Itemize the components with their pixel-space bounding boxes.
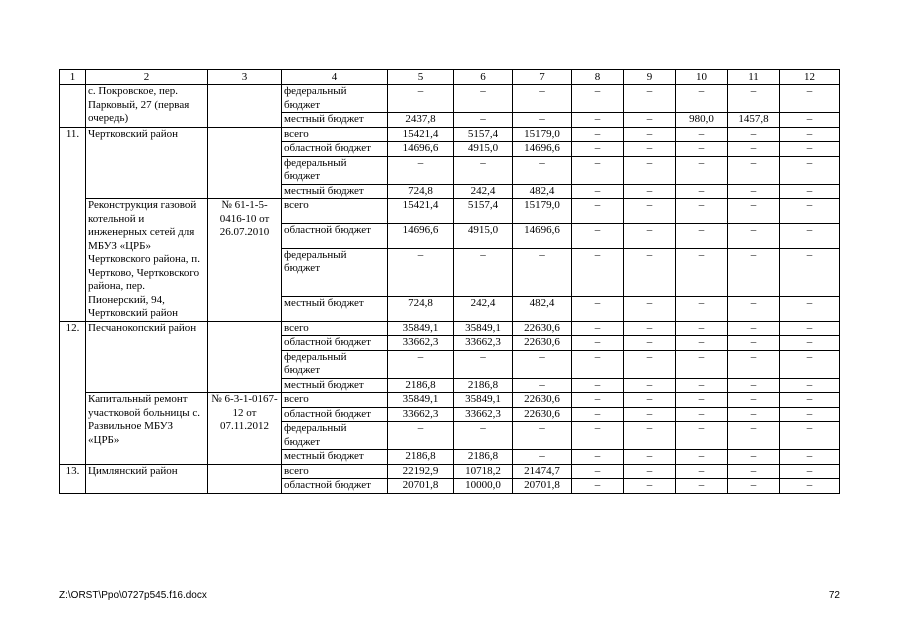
value-cell: –: [676, 407, 728, 422]
value-cell: –: [780, 336, 840, 351]
table-row: [60, 127, 840, 142]
value-cell: –: [780, 321, 840, 336]
value-cell: –: [780, 85, 840, 113]
district-name: Чертковский район: [86, 127, 208, 199]
budget-type: областной бюджет: [282, 142, 388, 157]
value-cell: –: [572, 422, 624, 450]
value-cell: –: [728, 393, 780, 408]
value-cell: –: [676, 142, 728, 157]
value-cell: –: [728, 184, 780, 199]
value-cell: 14696,6: [513, 142, 572, 157]
value-cell: –: [388, 156, 454, 184]
value-cell: 14696,6: [388, 223, 454, 248]
value-cell: –: [513, 156, 572, 184]
budget-type: областной бюджет: [282, 479, 388, 494]
value-cell: –: [624, 199, 676, 224]
value-cell: –: [572, 156, 624, 184]
table-row: [60, 393, 840, 408]
value-cell: –: [728, 336, 780, 351]
value-cell: –: [572, 407, 624, 422]
value-cell: 2186,8: [454, 450, 513, 465]
value-cell: –: [676, 422, 728, 450]
value-cell: –: [728, 350, 780, 378]
value-cell: 15179,0: [513, 127, 572, 142]
value-cell: –: [388, 85, 454, 113]
value-cell: 5157,4: [454, 127, 513, 142]
header-cell: 3: [208, 70, 282, 85]
value-cell: –: [624, 350, 676, 378]
value-cell: –: [676, 464, 728, 479]
value-cell: –: [572, 223, 624, 248]
object-name: с. Покровское, пер. Парковый, 27 (первая очередь): [86, 85, 208, 128]
value-cell: –: [728, 85, 780, 113]
value-cell: –: [676, 156, 728, 184]
value-cell: –: [624, 479, 676, 494]
value-cell: –: [780, 156, 840, 184]
value-cell: –: [388, 248, 454, 296]
value-cell: 20701,8: [388, 479, 454, 494]
value-cell: –: [572, 85, 624, 113]
header-cell: 1: [60, 70, 86, 85]
value-cell: –: [780, 127, 840, 142]
value-cell: –: [728, 296, 780, 321]
value-cell: –: [676, 378, 728, 393]
value-cell: –: [728, 479, 780, 494]
budget-type: местный бюджет: [282, 296, 388, 321]
value-cell: –: [624, 127, 676, 142]
value-cell: –: [454, 85, 513, 113]
value-cell: 20701,8: [513, 479, 572, 494]
value-cell: –: [728, 378, 780, 393]
budget-type: федеральный бюджет: [282, 248, 388, 296]
value-cell: –: [572, 450, 624, 465]
budget-table: [59, 69, 840, 494]
header-cell: 9: [624, 70, 676, 85]
value-cell: –: [624, 223, 676, 248]
value-cell: 2186,8: [388, 378, 454, 393]
value-cell: –: [780, 248, 840, 296]
object-name: Реконструкция газовой котельной и инженерных сетей для МБУЗ «ЦРБ» Чертковского района, п. Чертково, Чертковского района, пер. Пионерский, 94, Чертковский район: [86, 199, 208, 322]
value-cell: –: [454, 156, 513, 184]
value-cell: –: [624, 464, 676, 479]
value-cell: –: [624, 336, 676, 351]
budget-type: всего: [282, 199, 388, 224]
value-cell: –: [388, 422, 454, 450]
document-ref: № 6-3-1-0167-12 от 07.11.2012: [208, 393, 282, 465]
value-cell: –: [728, 407, 780, 422]
value-cell: –: [780, 464, 840, 479]
footer-file-path: Z:\ORST\Ppo\0727p545.f16.docx: [59, 590, 207, 601]
budget-type: местный бюджет: [282, 378, 388, 393]
document-ref: [208, 85, 282, 128]
value-cell: 33662,3: [454, 407, 513, 422]
value-cell: 242,4: [454, 296, 513, 321]
value-cell: –: [513, 248, 572, 296]
table-row: [60, 85, 840, 113]
value-cell: –: [454, 350, 513, 378]
value-cell: –: [572, 350, 624, 378]
table-row: [60, 321, 840, 336]
value-cell: 4915,0: [454, 142, 513, 157]
value-cell: –: [572, 479, 624, 494]
header-cell: 12: [780, 70, 840, 85]
budget-type: местный бюджет: [282, 450, 388, 465]
value-cell: –: [572, 113, 624, 128]
value-cell: 724,8: [388, 296, 454, 321]
budget-type: всего: [282, 127, 388, 142]
row-number: 12.: [60, 321, 86, 464]
row-number: 11.: [60, 127, 86, 321]
value-cell: –: [728, 127, 780, 142]
value-cell: –: [572, 127, 624, 142]
value-cell: –: [388, 350, 454, 378]
value-cell: 2437,8: [388, 113, 454, 128]
header-cell: 11: [728, 70, 780, 85]
value-cell: –: [728, 199, 780, 224]
value-cell: 35849,1: [388, 321, 454, 336]
table-row: [60, 199, 840, 224]
document-ref: № 61-1-5-0416-10 от 26.07.2010: [208, 199, 282, 322]
value-cell: –: [572, 336, 624, 351]
value-cell: –: [624, 407, 676, 422]
value-cell: 724,8: [388, 184, 454, 199]
value-cell: –: [572, 199, 624, 224]
value-cell: –: [676, 296, 728, 321]
budget-type: федеральный бюджет: [282, 156, 388, 184]
footer-page-number: 72: [828, 590, 840, 601]
value-cell: –: [728, 142, 780, 157]
value-cell: –: [780, 407, 840, 422]
header-cell: 2: [86, 70, 208, 85]
value-cell: 21474,7: [513, 464, 572, 479]
value-cell: –: [780, 378, 840, 393]
value-cell: –: [780, 479, 840, 494]
budget-type: местный бюджет: [282, 184, 388, 199]
value-cell: 14696,6: [513, 223, 572, 248]
value-cell: –: [676, 223, 728, 248]
value-cell: –: [676, 336, 728, 351]
table-row: [60, 464, 840, 479]
value-cell: –: [728, 450, 780, 465]
value-cell: –: [624, 296, 676, 321]
value-cell: –: [676, 479, 728, 494]
value-cell: 22630,6: [513, 336, 572, 351]
value-cell: –: [728, 223, 780, 248]
value-cell: 2186,8: [388, 450, 454, 465]
value-cell: –: [572, 464, 624, 479]
value-cell: 22630,6: [513, 407, 572, 422]
value-cell: 22630,6: [513, 321, 572, 336]
header-cell: 7: [513, 70, 572, 85]
value-cell: –: [676, 450, 728, 465]
value-cell: –: [624, 378, 676, 393]
value-cell: 10000,0: [454, 479, 513, 494]
header-cell: 4: [282, 70, 388, 85]
value-cell: –: [624, 184, 676, 199]
budget-type: областной бюджет: [282, 223, 388, 248]
value-cell: –: [676, 85, 728, 113]
budget-type: местный бюджет: [282, 113, 388, 128]
value-cell: –: [572, 378, 624, 393]
value-cell: 14696,6: [388, 142, 454, 157]
value-cell: –: [780, 296, 840, 321]
header-cell: 5: [388, 70, 454, 85]
budget-type: федеральный бюджет: [282, 85, 388, 113]
value-cell: 5157,4: [454, 199, 513, 224]
value-cell: –: [728, 422, 780, 450]
district-name: Песчанокопский район: [86, 321, 208, 393]
value-cell: –: [676, 127, 728, 142]
value-cell: 15421,4: [388, 199, 454, 224]
value-cell: –: [676, 393, 728, 408]
value-cell: 35849,1: [388, 393, 454, 408]
document-ref: [208, 464, 282, 493]
value-cell: 2186,8: [454, 378, 513, 393]
value-cell: –: [454, 113, 513, 128]
value-cell: –: [572, 296, 624, 321]
document-ref: [208, 127, 282, 199]
value-cell: –: [624, 156, 676, 184]
budget-type: федеральный бюджет: [282, 422, 388, 450]
value-cell: –: [513, 378, 572, 393]
value-cell: 980,0: [676, 113, 728, 128]
value-cell: –: [454, 422, 513, 450]
value-cell: –: [780, 142, 840, 157]
value-cell: –: [572, 142, 624, 157]
budget-type: всего: [282, 464, 388, 479]
budget-type: областной бюджет: [282, 407, 388, 422]
value-cell: –: [572, 184, 624, 199]
value-cell: –: [624, 450, 676, 465]
value-cell: –: [728, 321, 780, 336]
budget-type: всего: [282, 393, 388, 408]
value-cell: –: [572, 321, 624, 336]
value-cell: 1457,8: [728, 113, 780, 128]
header-cell: 8: [572, 70, 624, 85]
value-cell: –: [513, 350, 572, 378]
value-cell: –: [513, 113, 572, 128]
value-cell: 35849,1: [454, 321, 513, 336]
value-cell: –: [572, 393, 624, 408]
value-cell: 22630,6: [513, 393, 572, 408]
value-cell: –: [676, 199, 728, 224]
value-cell: 22192,9: [388, 464, 454, 479]
value-cell: –: [624, 393, 676, 408]
value-cell: 35849,1: [454, 393, 513, 408]
value-cell: –: [676, 248, 728, 296]
value-cell: 33662,3: [388, 336, 454, 351]
value-cell: –: [454, 248, 513, 296]
value-cell: 33662,3: [388, 407, 454, 422]
value-cell: –: [624, 85, 676, 113]
value-cell: –: [513, 450, 572, 465]
header-cell: 10: [676, 70, 728, 85]
value-cell: –: [513, 422, 572, 450]
value-cell: –: [676, 350, 728, 378]
value-cell: –: [624, 113, 676, 128]
value-cell: 15179,0: [513, 199, 572, 224]
row-number: [60, 85, 86, 128]
header-row: [60, 70, 840, 85]
budget-type: федеральный бюджет: [282, 350, 388, 378]
value-cell: 482,4: [513, 296, 572, 321]
value-cell: 33662,3: [454, 336, 513, 351]
budget-type: областной бюджет: [282, 336, 388, 351]
value-cell: 4915,0: [454, 223, 513, 248]
district-name: Цимлянский район: [86, 464, 208, 493]
value-cell: 15421,4: [388, 127, 454, 142]
value-cell: –: [513, 85, 572, 113]
budget-type: всего: [282, 321, 388, 336]
value-cell: –: [572, 248, 624, 296]
value-cell: –: [780, 422, 840, 450]
object-name: Капитальный ремонт участковой больницы с. Развильное МБУЗ «ЦРБ»: [86, 393, 208, 465]
value-cell: –: [780, 350, 840, 378]
value-cell: 10718,2: [454, 464, 513, 479]
value-cell: –: [780, 199, 840, 224]
value-cell: 482,4: [513, 184, 572, 199]
value-cell: –: [624, 422, 676, 450]
value-cell: –: [780, 450, 840, 465]
value-cell: 242,4: [454, 184, 513, 199]
value-cell: –: [624, 248, 676, 296]
value-cell: –: [728, 156, 780, 184]
value-cell: –: [728, 248, 780, 296]
value-cell: –: [624, 142, 676, 157]
value-cell: –: [624, 321, 676, 336]
header-cell: 6: [454, 70, 513, 85]
value-cell: –: [728, 464, 780, 479]
value-cell: –: [780, 223, 840, 248]
value-cell: –: [676, 184, 728, 199]
value-cell: –: [780, 393, 840, 408]
value-cell: –: [780, 113, 840, 128]
value-cell: –: [676, 321, 728, 336]
document-ref: [208, 321, 282, 393]
budget-table-area: [59, 69, 839, 494]
value-cell: –: [780, 184, 840, 199]
row-number: 13.: [60, 464, 86, 493]
